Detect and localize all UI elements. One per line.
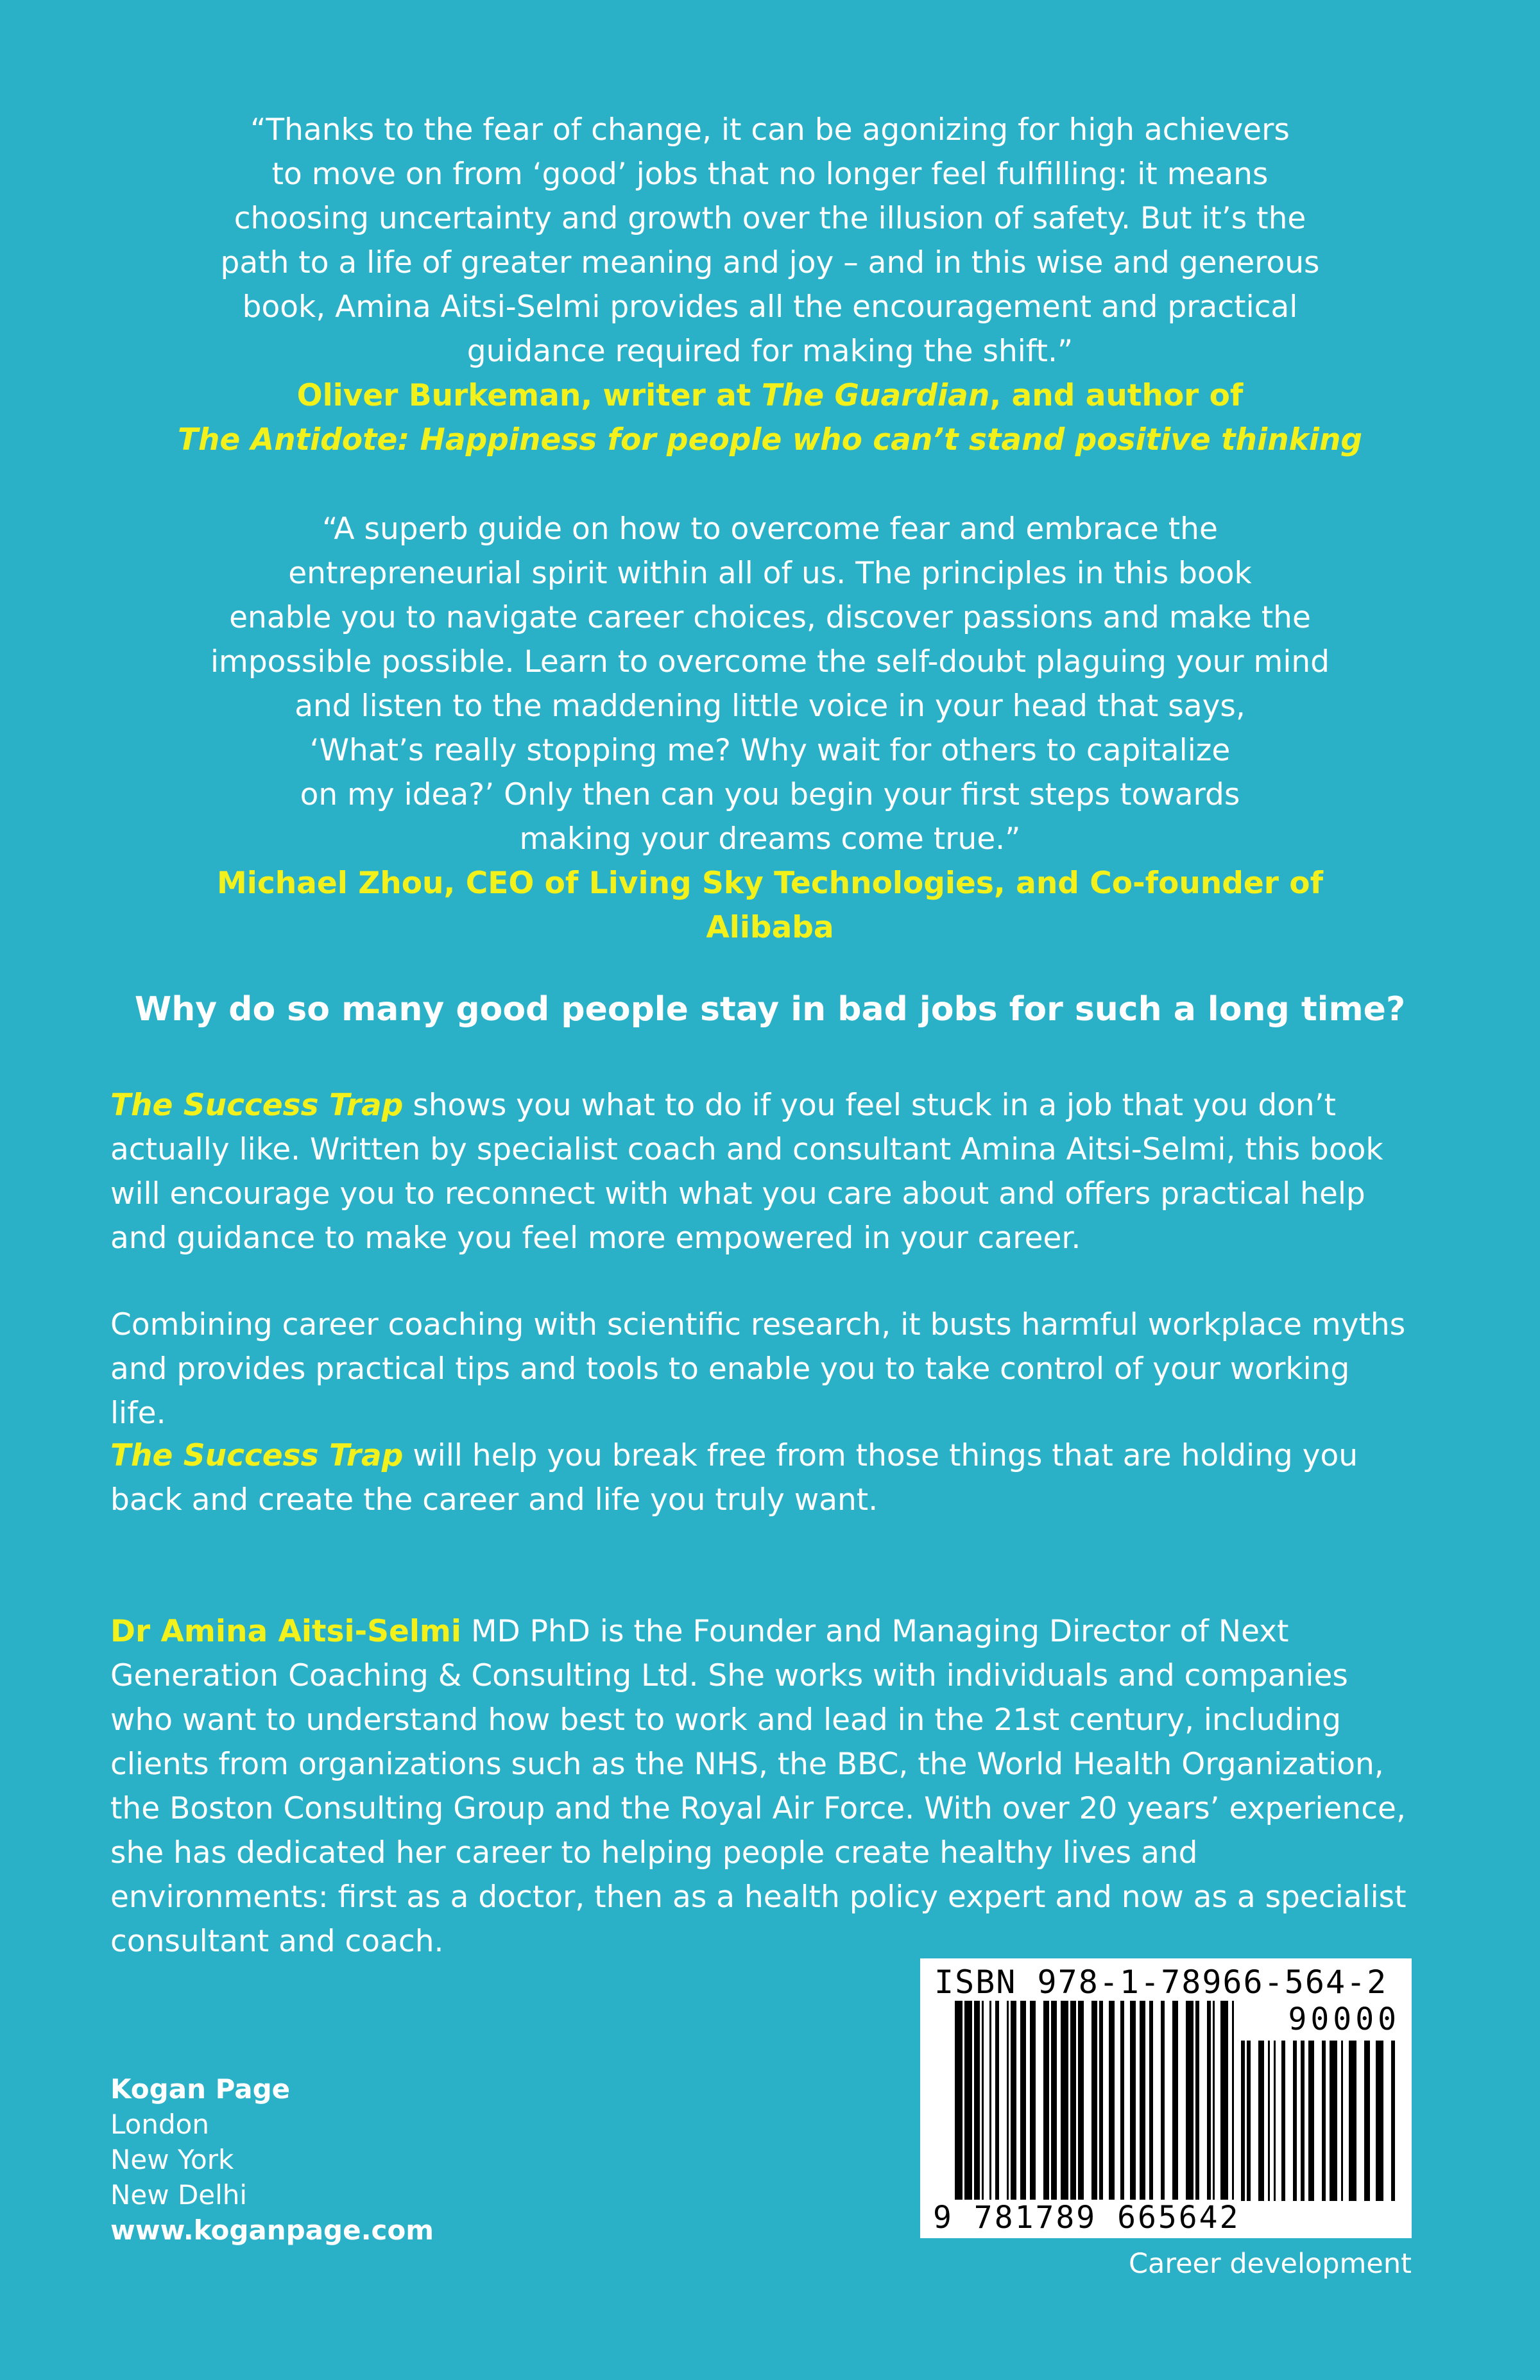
quote-2-line-1: “A superb guide on how to overcome fear and embrace the bbox=[322, 511, 1218, 547]
quote-1-line-1: “Thanks to the fear of change, it can be agonizing for high achievers bbox=[250, 112, 1290, 148]
quote-2-line-3: enable you to navigate career choices, discover passions and make the bbox=[229, 600, 1311, 635]
barcode-bar bbox=[1391, 2041, 1395, 2201]
barcode-bar bbox=[1330, 2041, 1337, 2201]
quote-1-line-6: guidance required for making the shift.” bbox=[466, 334, 1074, 369]
quote-2-line-7: on my idea?’ Only then can you begin your first steps towards bbox=[300, 777, 1240, 812]
barcode-bar bbox=[1322, 2041, 1326, 2201]
quote-1-attribution-post: , and author of bbox=[989, 378, 1244, 413]
quote-2-line-6: ‘What’s really stopping me? Why wait for others to capitalize bbox=[309, 733, 1231, 768]
description-paragraph-1-text: shows you what to do if you feel stuck in a job that you don’t actually like. Written by specialist coach and consultant Amina Aitsi-Selmi, this book will encourage you to reconnect with what you care about and offers practical help and guidance to make you feel more empowered in your career. bbox=[110, 1088, 1383, 1256]
barcode-bar bbox=[974, 2001, 980, 2200]
quote-2-line-8: making your dreams come true.” bbox=[519, 821, 1021, 857]
quote-2-line-4: impossible possible. Learn to overcome the self-doubt plaguing your mind bbox=[210, 644, 1330, 680]
barcode-bar bbox=[1161, 2001, 1165, 2200]
publisher-website: www.koganpage.com bbox=[110, 2214, 434, 2246]
isbn-barcode bbox=[920, 1958, 1412, 2238]
publisher-location-new-delhi: New Delhi bbox=[110, 2179, 248, 2211]
description-paragraph-2: Combining career coaching with scientific research, it busts harmful workplace myths and provides practical tips and tools to enable you to take control of your working life. bbox=[110, 1307, 1406, 1431]
book-title-2: The Success Trap bbox=[110, 1438, 404, 1473]
quote-2-line-2: entrepreneurial spirit within all of us. The principles in this book bbox=[288, 556, 1252, 591]
barcode-bar bbox=[1281, 2041, 1285, 2201]
barcode-bar bbox=[1043, 2001, 1049, 2200]
author-bio bbox=[110, 1609, 1419, 1964]
barcode-bar bbox=[989, 2001, 991, 2200]
quote-1-attribution bbox=[154, 373, 1386, 418]
barcode-bar bbox=[1207, 2001, 1211, 2200]
addon-barcode-bars bbox=[1241, 2041, 1401, 2201]
barcode-bar bbox=[1091, 2001, 1097, 2200]
barcode-bar bbox=[1011, 2001, 1016, 2200]
endorsement-quote-2 bbox=[154, 507, 1386, 950]
barcode-bar bbox=[1140, 2001, 1145, 2200]
quote-1-line-4: path to a life of greater meaning and joy – and in this wise and generous bbox=[220, 245, 1320, 280]
barcode-bar bbox=[955, 2001, 963, 2200]
barcode-bar bbox=[1364, 2041, 1370, 2201]
barcode-bar bbox=[1349, 2041, 1356, 2201]
barcode-bars bbox=[955, 2001, 1237, 2200]
endorsement-quote-1 bbox=[154, 108, 1386, 462]
price-addon-digits: 90000 bbox=[1288, 2001, 1400, 2037]
barcode-bar bbox=[1232, 2001, 1234, 2200]
barcode-bar bbox=[982, 2001, 984, 2200]
quote-1-line-2: to move on from ‘good’ jobs that no longer feel fulfilling: it means bbox=[271, 157, 1269, 192]
barcode-bar bbox=[1258, 2041, 1264, 2201]
barcode-bar bbox=[1051, 2001, 1057, 2200]
quote-1-publication: The Guardian bbox=[761, 378, 990, 413]
barcode-bar bbox=[1020, 2001, 1026, 2200]
quote-1-book-title: The Antidote: Happiness for people who can’t stand positive thinking bbox=[177, 422, 1363, 458]
barcode-bar bbox=[1241, 2041, 1245, 2201]
quote-1-line-3: choosing uncertainty and growth over the illusion of safety. But it’s the bbox=[234, 201, 1306, 236]
publisher-location-london: London bbox=[110, 2109, 209, 2140]
publisher-location-new-york: New York bbox=[110, 2144, 234, 2175]
barcode-bar bbox=[1376, 2041, 1383, 2201]
isbn-label: ISBN 978-1-78966-564-2 bbox=[934, 1964, 1388, 2001]
description-paragraph-3 bbox=[110, 1434, 1413, 1522]
barcode-bar bbox=[1308, 2041, 1314, 2201]
quote-1-attribution-pre: Oliver Burkeman, writer at bbox=[296, 378, 762, 413]
barcode-bar bbox=[1149, 2001, 1153, 2200]
barcode-bar bbox=[1213, 2001, 1215, 2200]
barcode-bar bbox=[1186, 2001, 1194, 2200]
barcode-digits: 9 781789 665642 bbox=[933, 2200, 1240, 2236]
barcode-bar bbox=[1109, 2001, 1115, 2200]
description-paragraph-1 bbox=[110, 1083, 1413, 1260]
barcode-bar bbox=[995, 2001, 999, 2200]
barcode-bar bbox=[1061, 2001, 1068, 2200]
barcode-bar bbox=[1341, 2041, 1343, 2201]
barcode-bar bbox=[964, 2001, 972, 2200]
quote-2-attribution: Michael Zhou, CEO of Living Sky Technologies, and Co-founder of Alibaba bbox=[216, 866, 1324, 945]
barcode-bar bbox=[1195, 2001, 1199, 2200]
barcode-bar bbox=[1078, 2001, 1084, 2200]
barcode-bar bbox=[1268, 2041, 1270, 2201]
barcode-bar bbox=[1130, 2001, 1136, 2200]
barcode-bar bbox=[1172, 2001, 1178, 2200]
quote-1-line-5: book, Amina Aitsi-Selmi provides all the encouragement and practical bbox=[242, 289, 1298, 325]
barcode-bar bbox=[1247, 2041, 1251, 2201]
barcode-bar bbox=[1274, 2041, 1276, 2201]
category-label: Career development bbox=[1128, 2248, 1412, 2280]
publisher-name: Kogan Page bbox=[110, 2073, 291, 2105]
barcode-bar bbox=[1030, 2001, 1036, 2200]
barcode-bar bbox=[1120, 2001, 1124, 2200]
barcode-bar bbox=[1293, 2041, 1297, 2201]
publisher-block bbox=[110, 2071, 434, 2248]
barcode-bar bbox=[1099, 2001, 1103, 2200]
blurb-heading: Why do so many good people stay in bad jobs for such a long time? bbox=[134, 990, 1406, 1029]
author-name: Dr Amina Aitsi-Selmi bbox=[110, 1614, 462, 1649]
barcode-bar bbox=[1301, 2041, 1305, 2201]
barcode-bar bbox=[1220, 2001, 1228, 2200]
quote-2-line-5: and listen to the maddening little voice in your head that says, bbox=[295, 689, 1245, 724]
author-bio-text: MD PhD is the Founder and Managing Director of Next Generation Coaching & Consulting Ltd. She works with individuals and companies who want to understand how best to work and lead in the 21st century, including clients from organizations such as the NHS, the BBC, the World Health Organization, the Boston Consulting Group and the Royal Air Force. With over 20 years’ experience, she has dedicated her career to helping people create healthy lives and environments: first as a doctor, then as a health policy expert and now as a specialist consultant and coach. bbox=[110, 1614, 1407, 1959]
description-paragraph-3-text: will help you break free from those things that are holding you back and create the career and life you truly want. bbox=[110, 1438, 1358, 1518]
book-title-1: The Success Trap bbox=[110, 1088, 404, 1123]
barcode-bar bbox=[1007, 2001, 1009, 2200]
barcode-bar bbox=[1070, 2001, 1076, 2200]
